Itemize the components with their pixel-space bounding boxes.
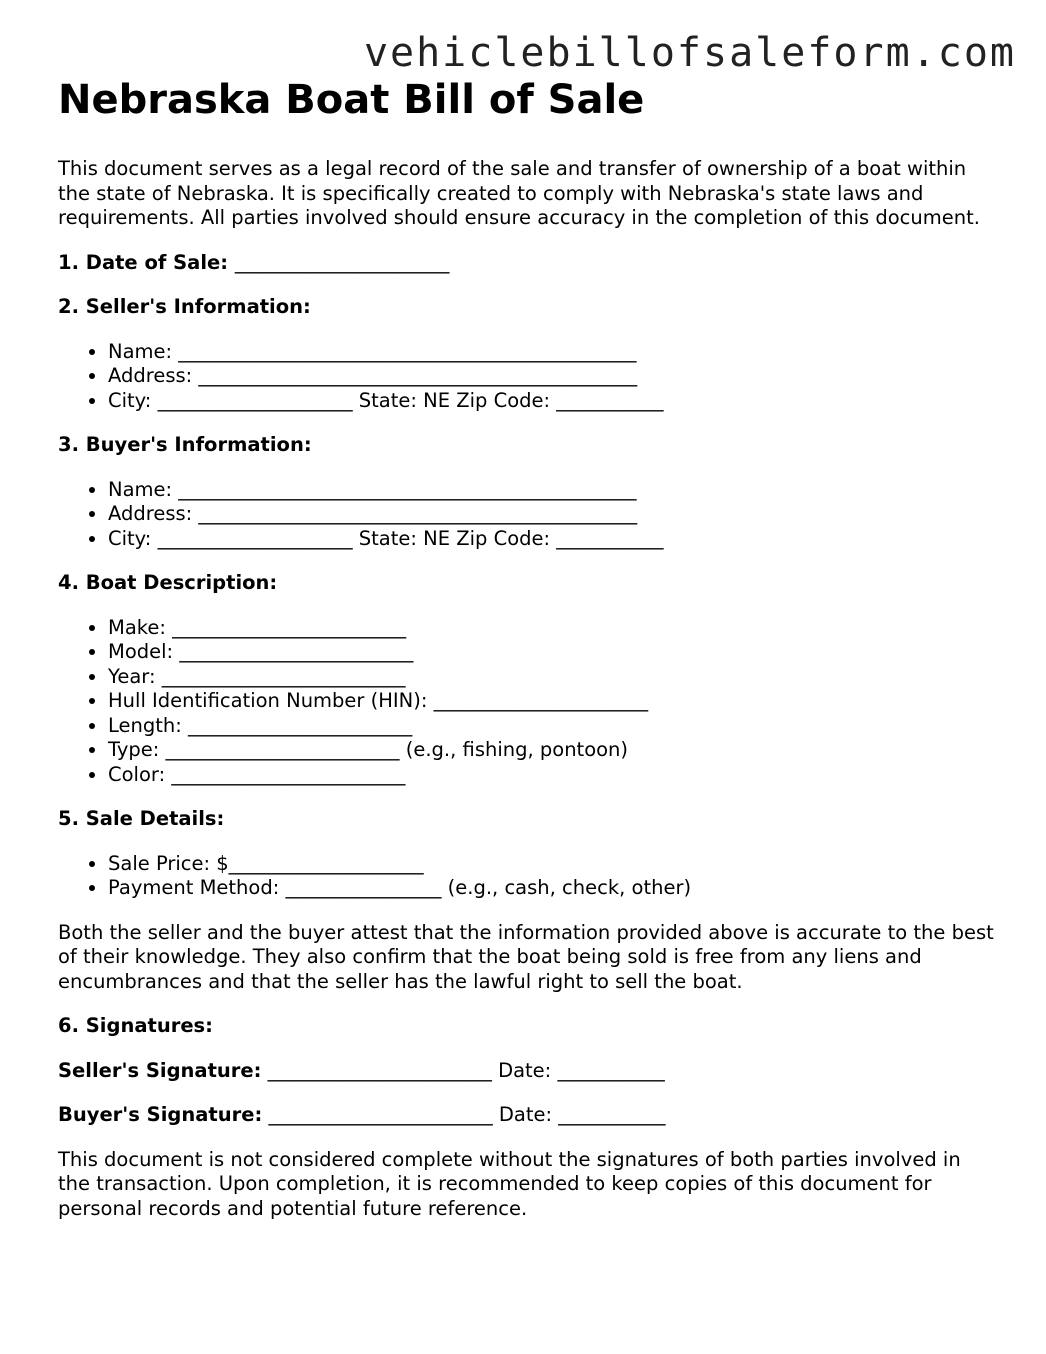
buyer-heading: 3. Buyer's Information: (58, 433, 312, 456)
page-title: Nebraska Boat Bill of Sale (58, 77, 645, 123)
seller-signature-field[interactable]: _______________________ Date: ___________ (261, 1058, 665, 1082)
boat-make-field[interactable]: • Make: ________________________ (108, 616, 998, 641)
buyer-signature-line[interactable] (58, 1103, 998, 1128)
buyer-city-field[interactable]: • City: ____________________ State: NE Zip Code: ___________ (108, 527, 998, 552)
document-page (58, 72, 998, 1241)
buyer-name-field[interactable]: • Name: _______________________________________________ (108, 478, 998, 503)
buyer-signature-label: Buyer's Signature: (58, 1103, 263, 1126)
boat-description-list (58, 616, 998, 788)
boat-color-field[interactable]: • Color: ________________________ (108, 763, 998, 788)
seller-signature-label: Seller's Signature: (58, 1058, 262, 1082)
signatures-heading: 6. Signatures: (58, 1014, 213, 1037)
date-of-sale-field[interactable]: ______________________ (234, 250, 450, 274)
closing-paragraph: This document is not considered complete without the signatures of both parties involved in the transaction. Upon completion, it is recommended to keep copies of this document for personal records and potential future reference. (58, 1147, 961, 1220)
sale-details-list (58, 852, 998, 901)
date-of-sale-label: 1. Date of Sale: (58, 250, 229, 274)
sale-heading: 5. Sale Details: (58, 807, 225, 830)
boat-heading: 4. Boat Description: (58, 571, 278, 594)
boat-length-field[interactable]: • Length: _______________________ (108, 714, 998, 739)
payment-method-field[interactable]: • Payment Method: ________________ (e.g., cash, check, other) (108, 876, 998, 901)
boat-year-field[interactable]: • Year: _________________________ (108, 665, 998, 690)
boat-hin-field[interactable]: • Hull Identification Number (HIN): ______________________ (108, 689, 998, 714)
boat-model-field[interactable]: • Model: ________________________ (108, 640, 998, 665)
attestation-paragraph: Both the seller and the buyer attest that the information provided above is accurate to the best of their knowledge. They also confirm that the boat being sold is free from any liens and encumbrances and that the seller has the lawful right to sell the boat. (58, 920, 994, 993)
buyer-address-field[interactable]: • Address: _____________________________________________ (108, 502, 998, 527)
intro-paragraph: This document serves as a legal record of the sale and transfer of ownership of a boat within the state of Nebraska. It is specifically created to comply with Nebraska's state laws and requirements. All parties involved should ensure accuracy in the completion of this document. (58, 157, 980, 229)
boat-type-field[interactable]: • Type: ________________________ (e.g., fishing, pontoon) (108, 738, 998, 763)
seller-name-field[interactable]: • Name: _______________________________________________ (108, 340, 998, 365)
seller-city-field[interactable]: • City: ____________________ State: NE Zip Code: ___________ (108, 389, 998, 414)
buyer-info-list (58, 478, 998, 552)
watermark: vehiclebillofsaleform.com (363, 30, 1016, 76)
buyer-signature-field[interactable]: _______________________ Date: ___________ (262, 1103, 666, 1126)
seller-heading: 2. Seller's Information: (58, 295, 311, 318)
seller-info-list (58, 340, 998, 414)
sale-price-field[interactable]: • Sale Price: $____________________ (108, 852, 998, 877)
date-of-sale (58, 251, 998, 276)
seller-address-field[interactable]: • Address: _____________________________________________ (108, 364, 998, 389)
seller-signature-line[interactable] (58, 1059, 998, 1084)
